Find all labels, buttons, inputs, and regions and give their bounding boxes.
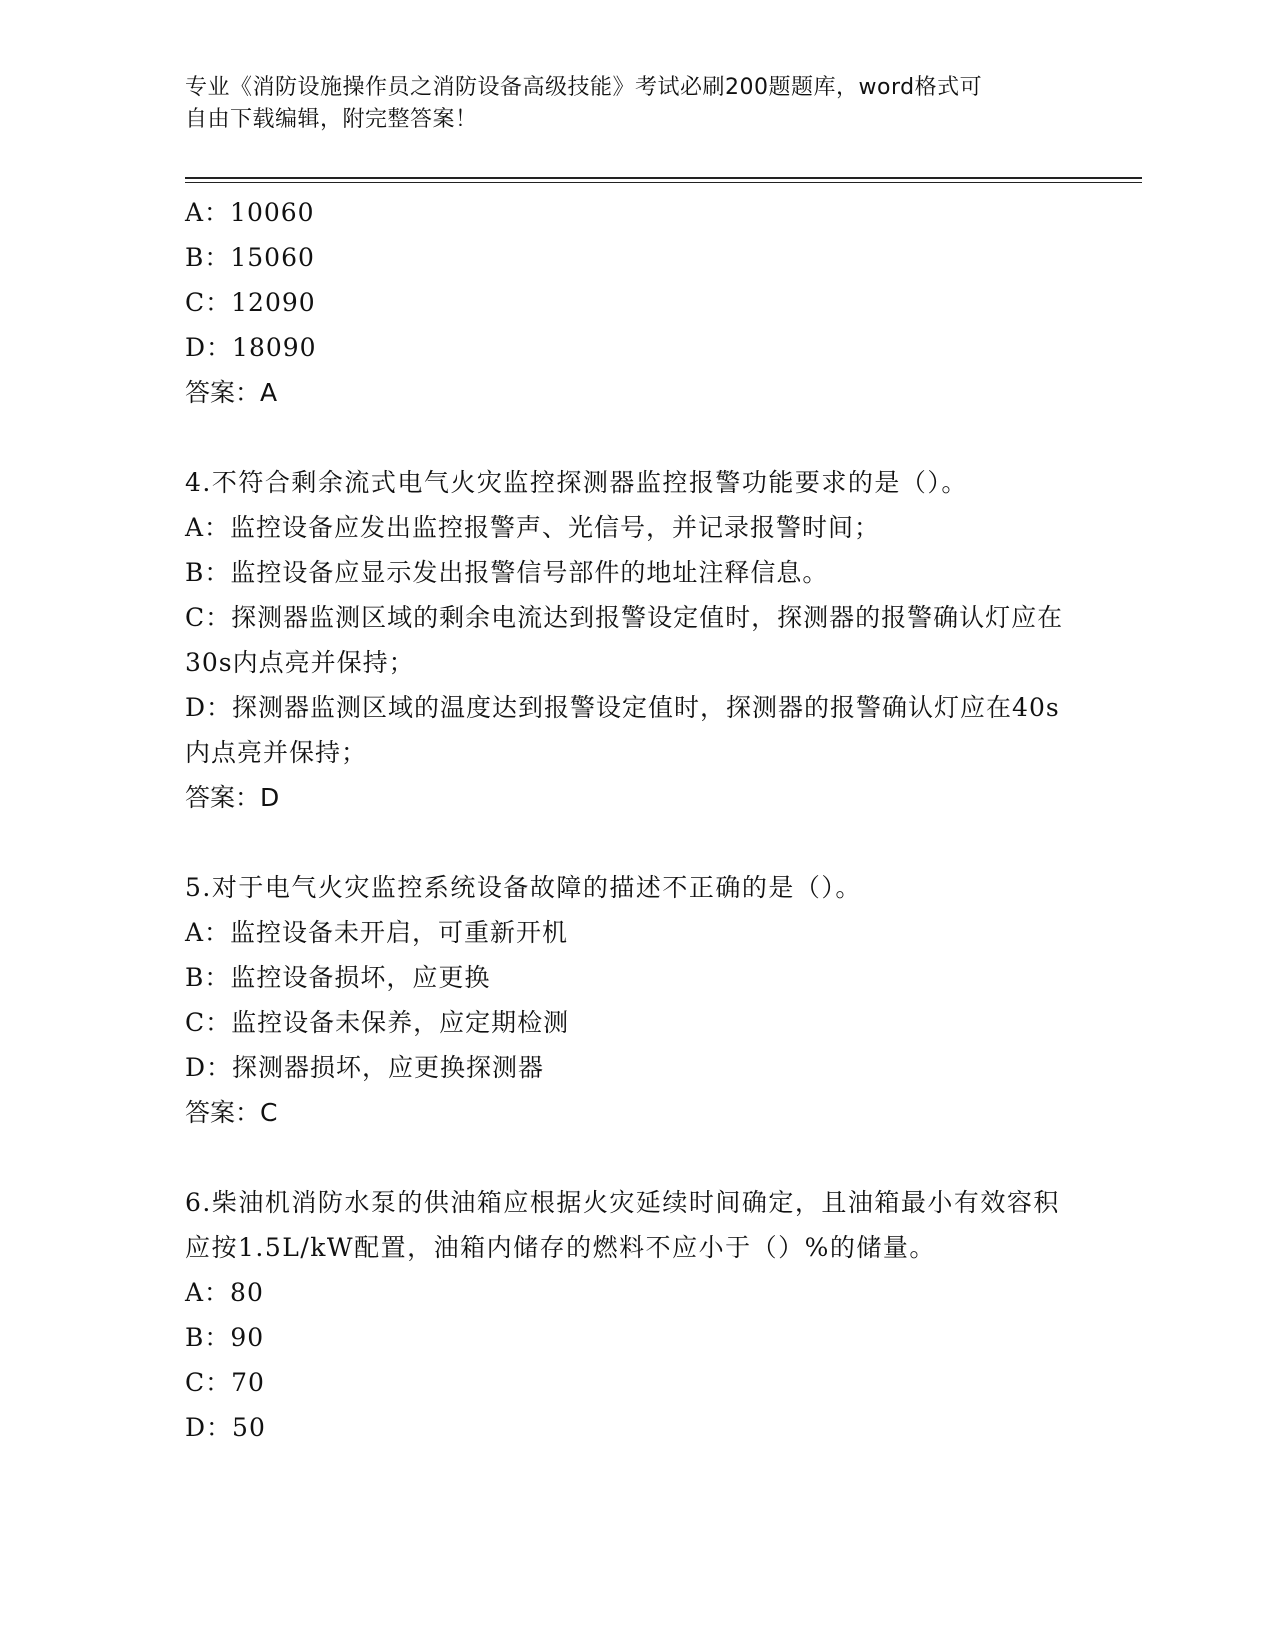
option-d: D：探测器监测区域的温度达到报警设定值时，探测器的报警确认灯应在40s内点亮并保持； bbox=[185, 693, 1060, 767]
question-content bbox=[185, 190, 1085, 1450]
header-line-1: 专业《消防设施操作员之消防设备高级技能》考试必刷200题题库，word格式可 bbox=[185, 75, 983, 100]
option-c: C：监控设备未保养，应定期检测 bbox=[185, 1008, 570, 1037]
document-header bbox=[185, 72, 1085, 136]
option-b: B：监控设备应显示发出报警信号部件的地址注释信息。 bbox=[185, 558, 829, 587]
header-divider-thick bbox=[185, 177, 1142, 179]
option-d: D：探测器损坏，应更换探测器 bbox=[185, 1053, 545, 1082]
question-stem: 4.不符合剩余流式电气火灾监控探测器监控报警功能要求的是（）。 bbox=[185, 468, 968, 497]
option-c: C：12090 bbox=[185, 288, 316, 317]
option-c: C：70 bbox=[185, 1368, 265, 1397]
option-d: D：18090 bbox=[185, 333, 317, 362]
question-4-block bbox=[185, 460, 1085, 820]
option-a: A：10060 bbox=[185, 198, 315, 227]
spacer bbox=[185, 415, 1085, 460]
option-b: B：监控设备损坏，应更换 bbox=[185, 963, 491, 992]
question-6-block bbox=[185, 1180, 1085, 1450]
option-a: A：80 bbox=[185, 1278, 264, 1307]
answer-label: 答案：D bbox=[185, 783, 280, 812]
answer-label: 答案：A bbox=[185, 378, 278, 407]
spacer bbox=[185, 820, 1085, 865]
header-line-2: 自由下载编辑，附完整答案！ bbox=[185, 107, 478, 132]
question-stem: 5.对于电气火灾监控系统设备故障的描述不正确的是（）。 bbox=[185, 873, 862, 902]
option-a: A：监控设备应发出监控报警声、光信号，并记录报警时间； bbox=[185, 513, 881, 542]
question-stem: 6.柴油机消防水泵的供油箱应根据火灾延续时间确定，且油箱最小有效容积应按1.5L/kW配置，油箱内储存的燃料不应小于（）%的储量。 bbox=[185, 1188, 1060, 1262]
option-d: D：50 bbox=[185, 1413, 266, 1442]
spacer bbox=[185, 1135, 1085, 1180]
option-b: B：15060 bbox=[185, 243, 315, 272]
question-3-block bbox=[185, 190, 1085, 415]
answer-label: 答案：C bbox=[185, 1098, 278, 1127]
option-b: B：90 bbox=[185, 1323, 265, 1352]
question-5-block bbox=[185, 865, 1085, 1135]
option-a: A：监控设备未开启，可重新开机 bbox=[185, 918, 569, 947]
header-divider-thin bbox=[185, 182, 1142, 183]
option-c: C：探测器监测区域的剩余电流达到报警设定值时，探测器的报警确认灯应在30s内点亮并保持； bbox=[185, 603, 1064, 677]
